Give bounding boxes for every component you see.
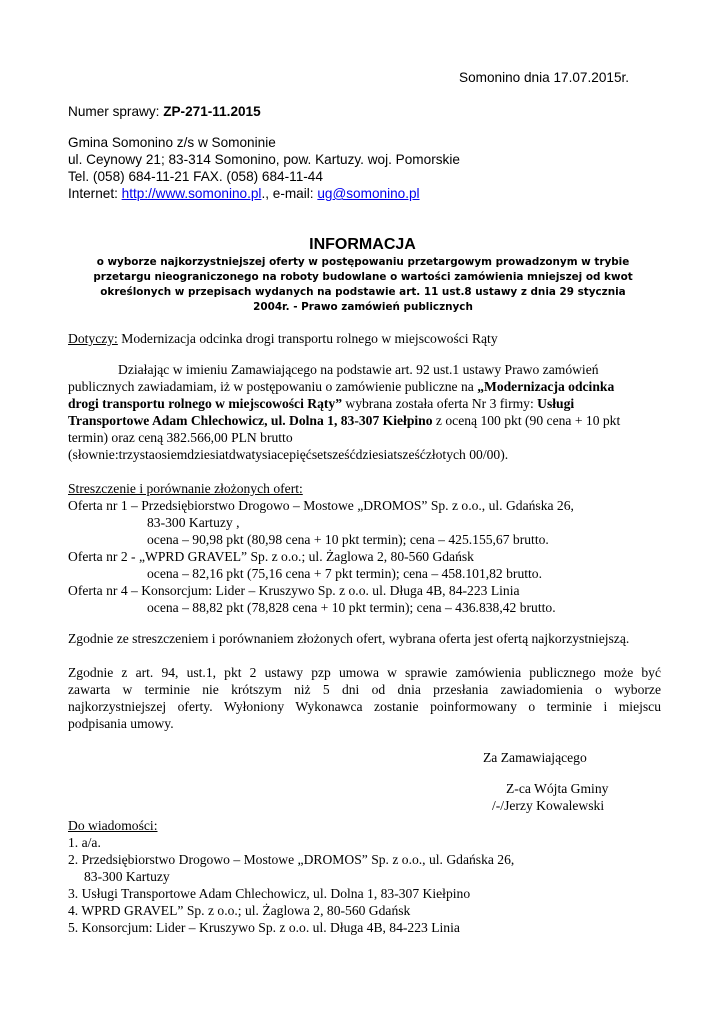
contract-line-3: najkorzystniejszej oferty. Wyłoniony Wykonawca zostanie poinformowany o terminie i miejscu — [68, 699, 661, 714]
subject-line — [68, 330, 498, 347]
tender-name-end: drogi transportu rolnego w miejscowości Rąty” — [68, 396, 342, 411]
distribution-item-5: 5. Konsorcjum: Lider – Kruszywo Sp. z o.o. ul. Długa 4B, 84-223 Linia — [68, 920, 460, 935]
distribution-item-2-cont: 83-300 Kartuzy — [84, 869, 170, 884]
distribution-heading: Do wiadomości: — [68, 818, 158, 833]
date-line: Somonino dnia 17.07.2015r. — [459, 70, 630, 85]
winner-name: Transportowe Adam Chlechowicz, ul. Dolna 1, 83-307 Kiełpino — [68, 413, 433, 428]
website-link[interactable]: http://www.somonino.pl — [121, 186, 262, 201]
conclusion: Zgodnie ze streszczeniem i porównaniem złożonych ofert, wybrana oferta jest ofertą najkorzystniejszą. — [68, 631, 630, 646]
signature-for: Za Zamawiającego — [483, 750, 587, 765]
address-line-2: ul. Ceynowy 21; 83-314 Somonino, pow. Kartuzy. woj. Pomorskie — [68, 152, 460, 167]
offer-2-line-2: ocena – 82,16 pkt (75,16 cena + 7 pkt termin); cena – 458.101,82 brutto. — [147, 566, 542, 581]
address-line-1: Gmina Somonino z/s w Somoninie — [68, 135, 276, 150]
summary-heading: Streszczenie i porównanie złożonych ofert: — [68, 481, 303, 496]
signature-name: /-/Jerzy Kowalewski — [492, 798, 605, 813]
email-label: ., e-mail: — [261, 186, 318, 201]
case-number-label: Numer sprawy: — [68, 104, 164, 119]
distribution-item-3: 3. Usługi Transportowe Adam Chlechowicz, ul. Dolna 1, 83-307 Kiełpino — [68, 886, 471, 901]
case-number-line — [68, 103, 261, 120]
decision-line-3-text: wybrana została oferta Nr 3 firmy: — [342, 396, 538, 411]
distribution-item-4: 4. WPRD GRAVEL” Sp. z o.o.; ul. Żaglowa 2, 80-560 Gdańsk — [68, 903, 411, 918]
offer-1-line-1: Oferta nr 1 – Przedsiębiorstwo Drogowo – Mostowe „DROMOS” Sp. z o.o., ul. Gdańska 26, — [68, 498, 574, 513]
subject-text: Modernizacja odcinka drogi transportu rolnego w miejscowości Rąty — [117, 331, 498, 346]
subtitle-line-2: przetargu nieograniczonego na roboty budowlane o wartości zamówienia mniejszej od kwot — [93, 271, 633, 283]
decision-line-1: Działając w imieniu Zamawiającego na podstawie art. 92 ust.1 ustawy Prawo zamówień — [118, 362, 599, 377]
winner-start: Usługi — [537, 396, 575, 411]
decision-line-2-text: publicznych zawiadamiam, iż w postępowaniu o zamówienie publiczne na — [68, 379, 478, 394]
internet-label: Internet: — [68, 186, 122, 201]
distribution-item-2: 2. Przedsiębiorstwo Drogowo – Mostowe „DROMOS” Sp. z o.o., ul. Gdańska 26, — [68, 852, 515, 867]
internet-line — [68, 185, 420, 202]
decision-line-4-text: z oceną 100 pkt (90 cena + 10 pkt — [432, 413, 621, 428]
email-link[interactable]: ug@somonino.pl — [317, 186, 420, 201]
contract-paragraph — [68, 664, 661, 732]
distribution-item-1: 1. a/a. — [68, 835, 101, 850]
decision-line-2 — [68, 378, 614, 395]
decision-line-4 — [68, 412, 620, 429]
document-title: INFORMACJA — [309, 236, 416, 253]
decision-line-6: (słownie:trzystaosiemdziesiatdwatysiacepięćsetsześćdziesiatsześćzłotych 00/00). — [68, 447, 509, 462]
case-number: ZP-271-11.2015 — [163, 104, 261, 119]
offer-4-line-2: ocena – 88,82 pkt (78,828 cena + 10 pkt termin); cena – 436.838,42 brutto. — [147, 600, 556, 615]
subtitle-line-4: 2004r. - Prawo zamówień publicznych — [253, 301, 473, 313]
tender-name-start: „Modernizacja odcinka — [477, 379, 615, 394]
subject-label: Dotyczy: — [68, 331, 118, 346]
subtitle-line-3: określonych w przepisach wydanych na podstawie art. 11 ust.8 ustawy z dnia 29 stycznia — [100, 286, 626, 298]
offer-1-line-2: 83-300 Kartuzy , — [147, 515, 240, 530]
contract-line-4: podpisania umowy. — [68, 716, 174, 731]
contract-line-1: Zgodnie z art. 94, ust.1, pkt 2 ustawy pzp umowa w sprawie zamówienia publicznego może być — [68, 665, 661, 680]
document-subtitle — [72, 255, 654, 315]
signature-role: Z-ca Wójta Gminy — [506, 781, 609, 796]
subtitle-line-1: o wyborze najkorzystniejszej oferty w postępowaniu przetargowym prowadzonym w trybie — [96, 256, 630, 268]
offer-2-line-1: Oferta nr 2 - „WPRD GRAVEL” Sp. z o.o.; ul. Żaglowa 2, 80-560 Gdańsk — [68, 549, 474, 564]
offer-4-line-1: Oferta nr 4 – Konsorcjum: Lider – Kruszywo Sp. z o.o. ul. Długa 4B, 84-223 Linia — [68, 583, 520, 598]
offer-1-line-3: ocena – 90,98 pkt (80,98 cena + 10 pkt termin); cena – 425.155,67 brutto. — [147, 532, 549, 547]
decision-line-3 — [68, 395, 574, 412]
contract-line-2: zawarta w terminie nie krótszym niż 5 dni od dnia przesłania zawiadomienia o wyborze — [68, 682, 661, 697]
decision-line-5: termin) oraz ceną 382.566,00 PLN brutto — [68, 430, 293, 445]
address-line-3: Tel. (058) 684-11-21 FAX. (058) 684-11-44 — [68, 169, 323, 184]
